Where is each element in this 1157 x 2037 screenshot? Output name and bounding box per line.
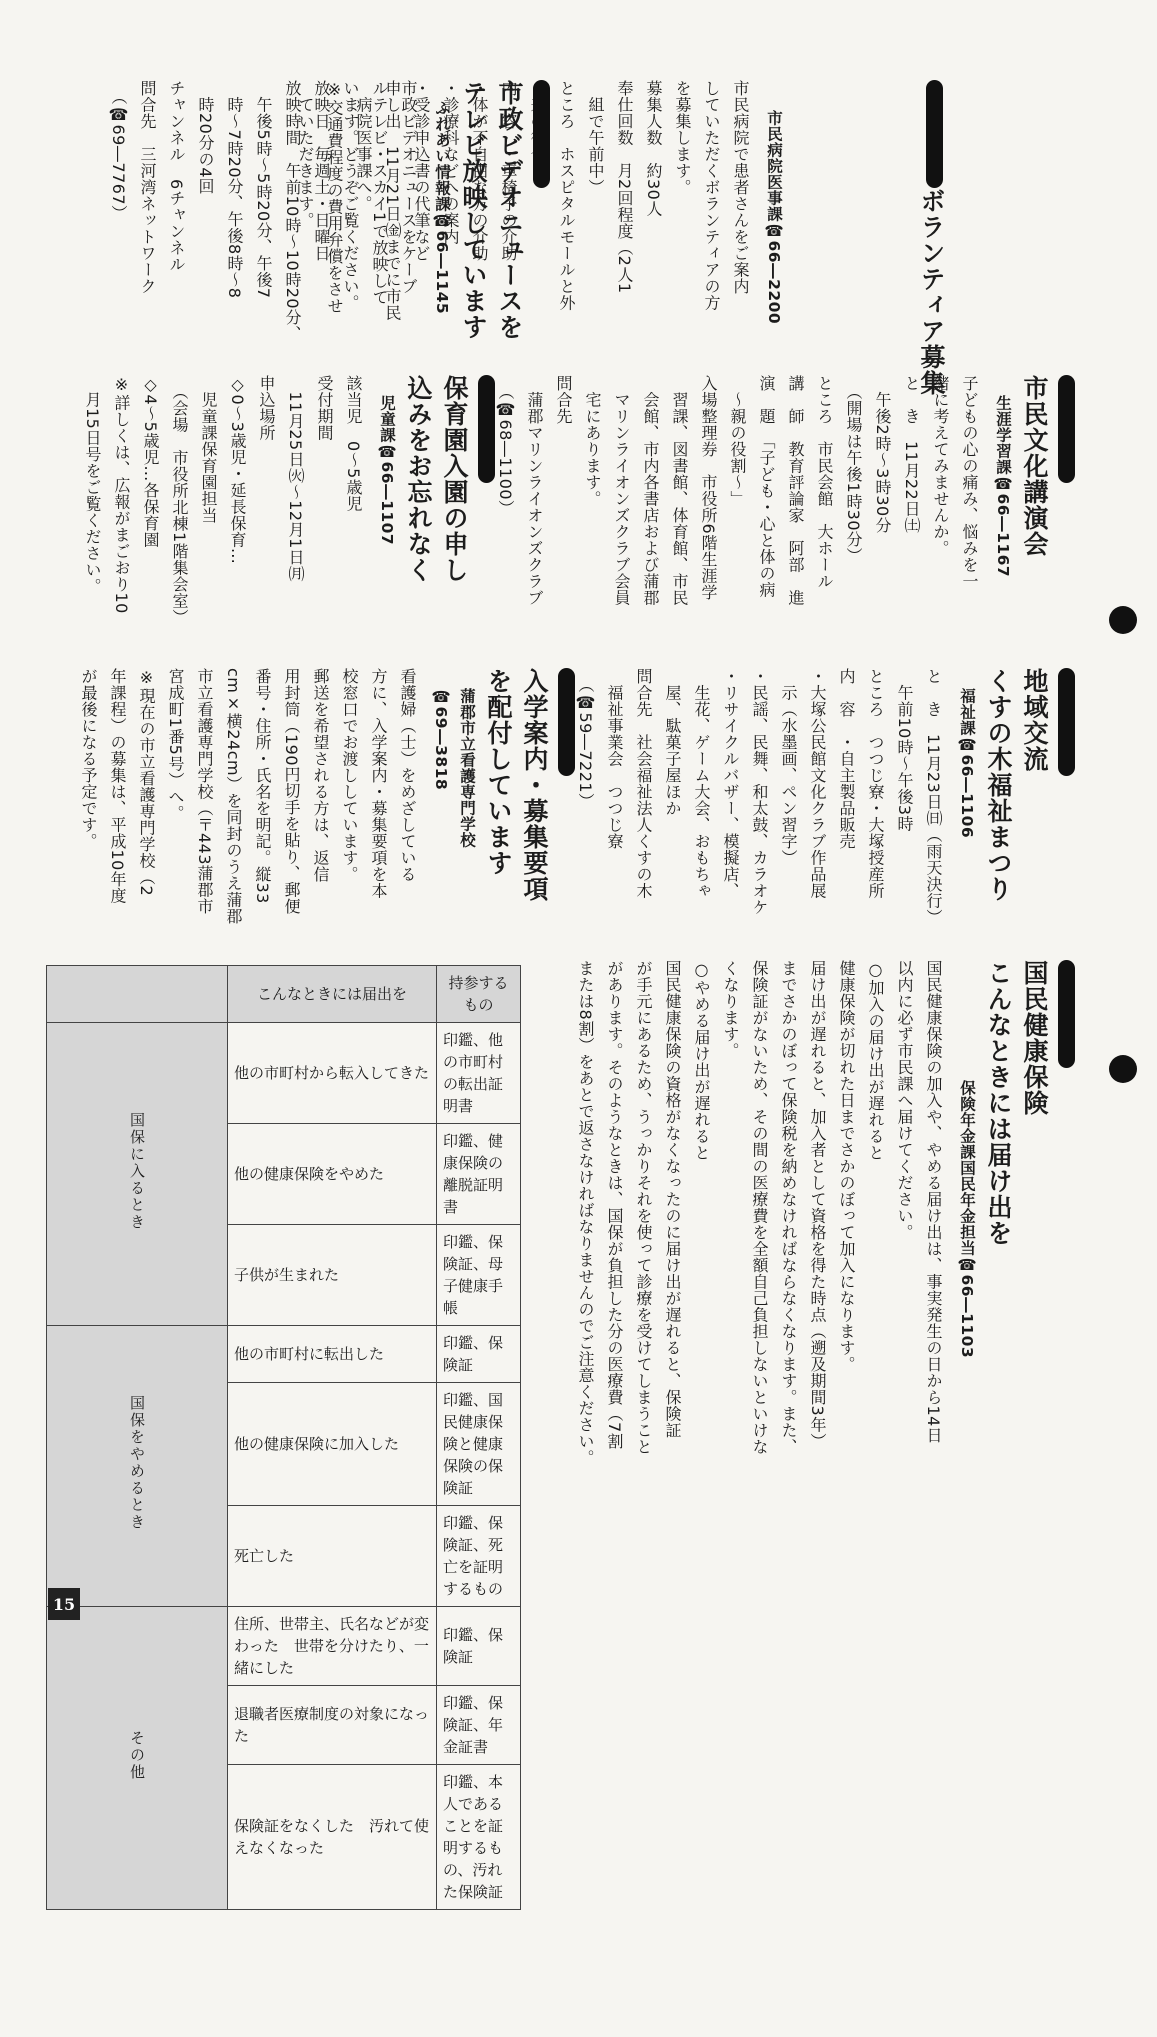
text-line: 受付期間: [315, 375, 334, 441]
article-festival-header: [1052, 668, 1075, 930]
article-volunteer-header: [787, 80, 1075, 396]
text-line: 生花、ゲーム大会、おもちゃ: [692, 668, 711, 899]
text-line: ていただきます。: [296, 80, 315, 229]
table-cell-bring: 印鑑、保険証、死亡を証明するもの: [437, 1506, 521, 1607]
article-nursing: [40, 668, 575, 930]
text-line: 宅にあります。: [583, 375, 602, 507]
text-line: ○やめる届け出が遅れると: [692, 960, 711, 1161]
text-line: を募集します。: [673, 80, 692, 196]
table-header-row: [47, 966, 521, 1023]
text-line: 演 題 「子ども・心と体の病: [757, 375, 776, 598]
text-line: くなります。: [721, 960, 740, 1059]
text-line: 放映日 毎週土・日曜日: [312, 80, 331, 262]
text-line: （☎68―1100）: [496, 375, 515, 517]
text-line: ※現在の市立看護専門学校（2: [137, 668, 156, 897]
article-nursery-header: [472, 375, 495, 653]
heading-bar-icon: [533, 80, 550, 188]
text-line: 申込場所: [257, 375, 276, 441]
text-line: 蒲郡マリンライオンズクラブ: [525, 375, 544, 606]
table-group-label-text: 国保に入るとき: [128, 1111, 146, 1231]
text-line: 届け出が遅れると、加入者として資格を得た時点（遡及期間3年）: [808, 960, 827, 1450]
article-title: [1016, 375, 1052, 653]
text-line: 示（水墨画、ペン習字）: [779, 668, 798, 866]
text-line: 屋、駄菓子屋ほか: [663, 668, 682, 817]
text-line: 午前10時～午後3時: [895, 668, 914, 833]
article-dept: [954, 1080, 980, 1540]
text-line: 看護婦（士）をめざしている: [398, 668, 417, 883]
text-line: 市政ビデオニュースを: [495, 80, 524, 340]
table-cell-bring: 印鑑、健康保険の離脱証明書: [437, 1124, 521, 1225]
table-cell-bring: 印鑑、本人であることを証明するもの、汚れた保険証: [437, 1765, 521, 1910]
article-nursing-header: [552, 668, 575, 930]
heading-bar-icon: [1058, 375, 1075, 483]
table-cell-bring: 印鑑、保険証、年金証書: [437, 1686, 521, 1765]
article-insurance-header: [1052, 960, 1075, 1540]
text-line: が手元にあるため、うっかりそれを使って診療を受けてしまうこと: [634, 960, 653, 1455]
text-line: 郵送を希望される方は、返信: [311, 668, 330, 883]
text-line: 講 師 教育評論家 阿部 進: [786, 375, 805, 606]
article-title: [980, 668, 1052, 930]
text-line: と き 11月22日㈯: [902, 375, 921, 534]
text-line: います。どうぞご覧ください。: [341, 80, 360, 311]
text-line: ルテレビ・スカイ1で放映して: [370, 80, 389, 306]
table-cell-bring: 印鑑、保険証: [437, 1607, 521, 1686]
heading-bar-icon: [926, 80, 943, 188]
heading-bar-icon: [1058, 960, 1075, 1068]
text-line: 奉仕回数 月2回程度（2人1: [615, 80, 634, 294]
text-line: 時～7時20分、午後8時～8: [225, 80, 244, 299]
text-line: 福祉事業会 つつじ寮: [605, 668, 624, 850]
text-line: 習課、図書館、体育館、市民: [670, 375, 689, 606]
article-body: [571, 668, 948, 930]
article-dept: [761, 110, 787, 352]
text-line: こんなときには届け出を: [984, 960, 1013, 1246]
text-line: 病院医事課へ。: [354, 80, 373, 212]
text-line: 地域交流: [1020, 668, 1049, 772]
text-line: 年課程）の募集は、平成10年度: [108, 668, 127, 904]
table-header-when: こんなときには届出を: [228, 966, 437, 1023]
article-dept: [954, 688, 980, 930]
text-line: 問合先 社会福祉法人くすの木: [634, 668, 653, 899]
article-title: [480, 668, 552, 930]
text-line: ふれあい情報課☎66―1145: [433, 100, 451, 315]
text-line: 子どもの心の痛み、悩みを一: [960, 375, 979, 590]
text-line: 午後5時～5時20分、午後7: [254, 80, 273, 299]
text-line: 問合先: [554, 375, 573, 425]
text-line: 以内に必ず市民課へ届けてください。: [895, 960, 914, 1241]
text-line: ・診療科などへの案内: [441, 80, 460, 245]
heading-bar-icon: [558, 668, 575, 776]
article-dept: [374, 395, 400, 653]
text-line: 市民文化講演会: [1020, 375, 1049, 557]
table-cell-bring: 印鑑、他の市町村の転出証明書: [437, 1023, 521, 1124]
text-line: があります。そのようなときは、国保が負担した分の医療費（7割: [605, 960, 624, 1450]
text-line: 問合先 三河湾ネットワーク: [138, 80, 157, 295]
table-cell-when: 他の健康保険をやめた: [228, 1124, 437, 1225]
table-group-label: [47, 1607, 228, 1910]
article-nursery: [40, 375, 495, 653]
text-line: ◇0～3歳児・延長保育…: [228, 375, 247, 565]
text-line: ・受診申込書の代筆など: [412, 80, 431, 262]
text-line: （☎69―7767）: [109, 80, 128, 222]
text-line: 市民病院で患者さんをご案内: [731, 80, 750, 295]
table-cell-bring: 印鑑、保険証、母子健康手帳: [437, 1225, 521, 1326]
text-line: 生涯学習課☎66―1167: [994, 395, 1012, 578]
article-body: [78, 375, 368, 653]
table-group-label-text: 国保をやめるとき: [128, 1395, 146, 1531]
table-group-label: [47, 1023, 228, 1326]
text-line: ○加入の届け出が遅れると: [866, 960, 885, 1161]
text-line: マリンライオンズクラブ会員: [612, 375, 631, 606]
table-cell-bring: 印鑑、国民健康保険と健康保険の保険証: [437, 1383, 521, 1506]
insurance-procedure-table: [46, 965, 521, 1910]
text-line: 保険年金課国民年金担当☎66―1103: [958, 1080, 976, 1359]
text-line: 11月25日㈫～12月1日㈪: [286, 375, 305, 582]
text-line: ◇4～5歳児…各保育園: [141, 375, 160, 548]
text-line: 組で午前中）: [586, 80, 605, 196]
page-punch-hole-icon: [1109, 606, 1137, 634]
table-row: [47, 1023, 521, 1124]
text-line: 番号・住所・氏名を明記。縦33: [253, 668, 272, 904]
article-body: [104, 80, 423, 352]
article-festival: [576, 668, 1075, 930]
article-title: [455, 80, 527, 352]
article-body: [571, 960, 948, 1540]
text-line: ボランティア募集: [917, 188, 946, 396]
text-line: 放映時間 午前10時～10時20分、: [283, 80, 302, 343]
text-line: テレビ放映しています: [459, 80, 488, 340]
table-cell-when: 住所、世帯主、氏名などが変わった 世帯を分けたり、一緒にした: [228, 1607, 437, 1686]
article-dept: [429, 100, 455, 352]
text-line: 宮成町1番5号）へ。: [166, 668, 185, 822]
text-line: 市政ビデオニュースをケーブ: [399, 80, 418, 295]
text-line: 込みをお忘れなく: [404, 375, 433, 583]
text-line: 校窓口でお渡ししています。: [340, 668, 359, 883]
heading-bar-icon: [1058, 668, 1075, 776]
text-line: 月15日号をご覧ください。: [83, 375, 102, 595]
text-line: が最後になる予定です。: [79, 668, 98, 850]
text-line: ※交通費程度の費用弁償をさせ: [325, 80, 344, 314]
article-dept: [990, 395, 1016, 653]
text-line: ところ ホスピタルモールと外: [557, 80, 576, 311]
text-line: 内 容 ・自主製品販売: [837, 668, 856, 850]
text-line: ☎69―3818: [432, 688, 450, 791]
text-line: 該当児 0～5歳児: [344, 375, 363, 512]
text-line: ・リサイクルバザー、模擬店、: [721, 668, 740, 899]
table-header-bring: 持参するもの: [437, 966, 521, 1023]
article-body: [491, 375, 984, 653]
text-line: ～親の役割～」: [728, 375, 747, 507]
text-line: ところ つつじ寮・大塚授産所: [866, 668, 885, 899]
article-culture-header: [1052, 375, 1075, 653]
text-line: ※詳しくは、広報がまごおり10: [112, 375, 131, 614]
table-row: [47, 1326, 521, 1383]
text-line: ところ 市民会館 大ホール: [815, 375, 834, 590]
text-line: 入場整理券 市役所6階生涯学: [699, 375, 718, 601]
text-line: 用封筒（190円切手を貼り、郵便: [282, 668, 301, 915]
text-line: していただくボランティアの方: [702, 80, 721, 311]
text-line: 国民健康保険の加入や、やめる届け出は、事実発生の日から14日: [924, 960, 943, 1444]
article-video: [40, 80, 550, 352]
text-line: 市立看護専門学校（〒443蒲郡市: [195, 668, 214, 915]
text-line: と き 11月23日㈰（雨天決行）: [924, 668, 943, 926]
table-group-label: [47, 1326, 228, 1607]
table-cell-when: 他の市町村に転出した: [228, 1326, 437, 1383]
article-title: [400, 375, 472, 653]
text-line: 児童課保育園担当: [199, 375, 218, 524]
page-number: 15: [48, 1588, 80, 1620]
text-line: ・大塚公民館文化クラブ作品展: [808, 668, 827, 899]
heading-bar-icon: [478, 375, 495, 483]
text-line: 内 容 ・車椅子の介助: [499, 80, 518, 262]
table-cell-when: 他の健康保険に加入した: [228, 1383, 437, 1506]
table-body: [47, 1023, 521, 1910]
text-line: 入学案内・募集要項: [520, 668, 549, 902]
text-line: 国民健康保険の資格がなくなったのに届け出が遅れると、保険証: [663, 960, 682, 1439]
article-culture: [496, 375, 1075, 653]
page-punch-hole-icon: [1109, 1055, 1137, 1083]
text-line: 国民健康保険: [1020, 960, 1049, 1116]
table-cell-bring: 印鑑、保険証: [437, 1326, 521, 1383]
text-line: 健康保険が切れた日までさかのぼって加入になります。: [837, 960, 856, 1373]
text-line: くすの木福祉まつり: [984, 668, 1013, 902]
text-line: 方に、入学案内・募集要項を本: [369, 668, 388, 899]
text-line: 市民病院医事課☎66―2200: [765, 110, 783, 325]
text-line: 会館、市内各書店および蒲郡: [641, 375, 660, 606]
text-line: 緒に考えてみませんか。: [931, 375, 950, 557]
text-line: 申し出 11月21日㈮までに市民: [383, 80, 402, 321]
text-line: 時20分の4回: [196, 80, 215, 195]
table-cell-when: 他の市町村から転入してきた: [228, 1023, 437, 1124]
text-line: または8割）をあとで返さなければなりませんのでご注意ください。: [576, 960, 595, 1466]
text-line: 保険証がないため、その間の医療費を全額自己負担しないといけな: [750, 960, 769, 1455]
table-row: [47, 1607, 521, 1686]
table-cell-when: 死亡した: [228, 1506, 437, 1607]
text-line: 募集人数 約30人: [644, 80, 663, 217]
text-line: （開場は午後1時30分）: [844, 375, 863, 565]
text-line: までさかのぼって保険税を納めなければならなくなります。また、: [779, 960, 798, 1455]
text-line: 午後2時～3時30分: [873, 375, 892, 534]
article-insurance: [540, 960, 1075, 1540]
article-title: [980, 960, 1052, 1540]
text-line: チャンネル 6チャンネル: [167, 80, 186, 273]
text-line: 福祉課☎66―1106: [958, 688, 976, 839]
table-cell-when: 子供が生まれた: [228, 1225, 437, 1326]
table-group-label-text: その他: [128, 1729, 146, 1781]
text-line: （会場 市役所北棟1階集会室）: [170, 375, 189, 626]
text-line: 保育園入園の申し: [440, 375, 469, 583]
text-line: （☎59―7221）: [576, 668, 595, 810]
text-line: ・民謡、民舞、和太鼓、カラオケ: [750, 668, 769, 916]
table-corner-cell: [47, 966, 228, 1023]
text-line: cm×横24cm）を同封のうえ蒲郡: [224, 668, 243, 925]
table-cell-when: 保険証をなくした 汚れて使えなくなった: [228, 1765, 437, 1910]
text-line: 児童課☎66―1107: [378, 395, 396, 546]
table-cell-when: 退職者医療制度の対象になった: [228, 1686, 437, 1765]
text-line: 蒲郡市立看護専門学校: [458, 688, 476, 848]
article-body: [74, 668, 422, 930]
article-video-header: [527, 80, 550, 352]
text-line: を配付しています: [484, 668, 513, 876]
text-line: ・体が不自由な方の介助: [470, 80, 489, 262]
article-dept: [428, 688, 480, 930]
